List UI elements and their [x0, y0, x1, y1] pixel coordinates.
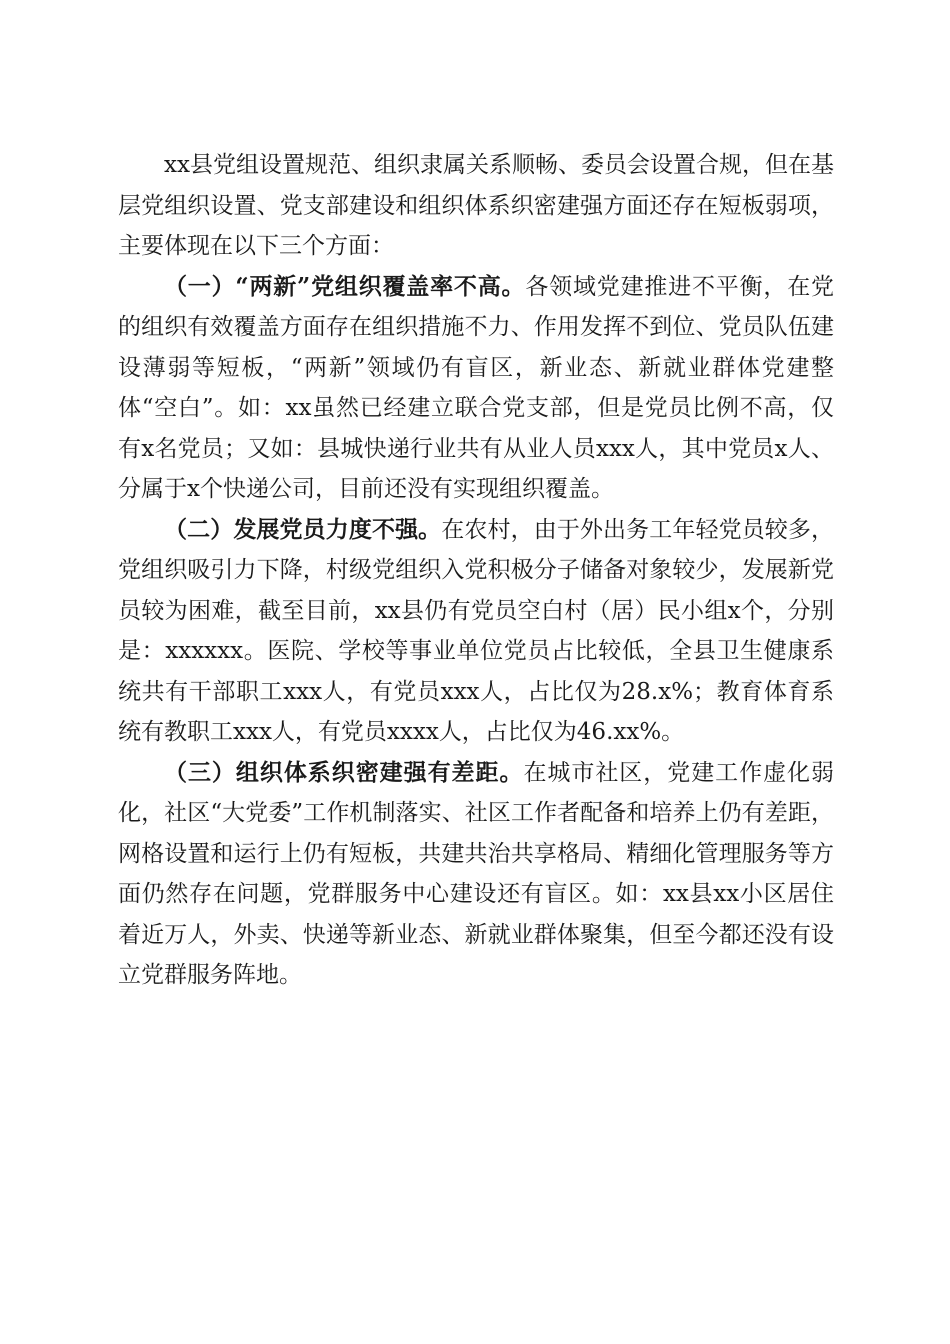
- section-1-heading: （一）“两新”党组织覆盖率不高。: [164, 272, 526, 300]
- section-3-body: 在城市社区，党建工作虚化弱化，社区“大党委”工作机制落实、社区工作者配备和培养上仍有差距，网格设置和运行上仍有短板，共建共治共享格局、精细化管理服务等方面仍然存在问题，党群服务中心建设还有盲区。如：xx县xx小区居住着近万人，外卖、快递等新业态、新就业群体聚集，但至今都还没有设立党群服务阵地。: [118, 759, 835, 988]
- section-1-paragraph: [118, 267, 834, 510]
- section-3-paragraph: [118, 753, 834, 996]
- section-2-paragraph: [118, 510, 834, 753]
- section-3-heading: （三）组织体系织密建强有差距。: [164, 758, 524, 786]
- section-2-body: 在农村，由于外出务工年轻党员较多，党组织吸引力下降，村级党组织入党积极分子储备对象较少，发展新党员较为困难，截至目前，xx县仍有党员空白村（居）民小组x个，分别是：xxxxxx。医院、学校等事业单位党员占比较低，全县卫生健康系统共有干部职工xxx人，有党员xxx人，占比仅为28.x%；教育体育系统有教职工xxx人，有党员xxxx人，占比仅为46.xx%。: [118, 516, 835, 745]
- section-1-body: 各领域党建推进不平衡，在党的组织有效覆盖方面存在组织措施不力、作用发挥不到位、党员队伍建设薄弱等短板，“两新”领域仍有盲区，新业态、新就业群体党建整体“空白”。如：xx虽然已经建立联合党支部，但是党员比例不高，仅有x名党员；又如：县城快递行业共有从业人员xxx人，其中党员x人、分属于x个快递公司，目前还没有实现组织覆盖。: [118, 273, 834, 502]
- document-body: [118, 145, 834, 996]
- intro-paragraph: [118, 145, 834, 267]
- intro-text: xx县党组设置规范、组织隶属关系顺畅、委员会设置合规，但在基层党组织设置、党支部建设和组织体系织密建强方面还存在短板弱项，主要体现在以下三个方面：: [118, 152, 834, 259]
- section-2-heading: （二）发展党员力度不强。: [164, 515, 442, 543]
